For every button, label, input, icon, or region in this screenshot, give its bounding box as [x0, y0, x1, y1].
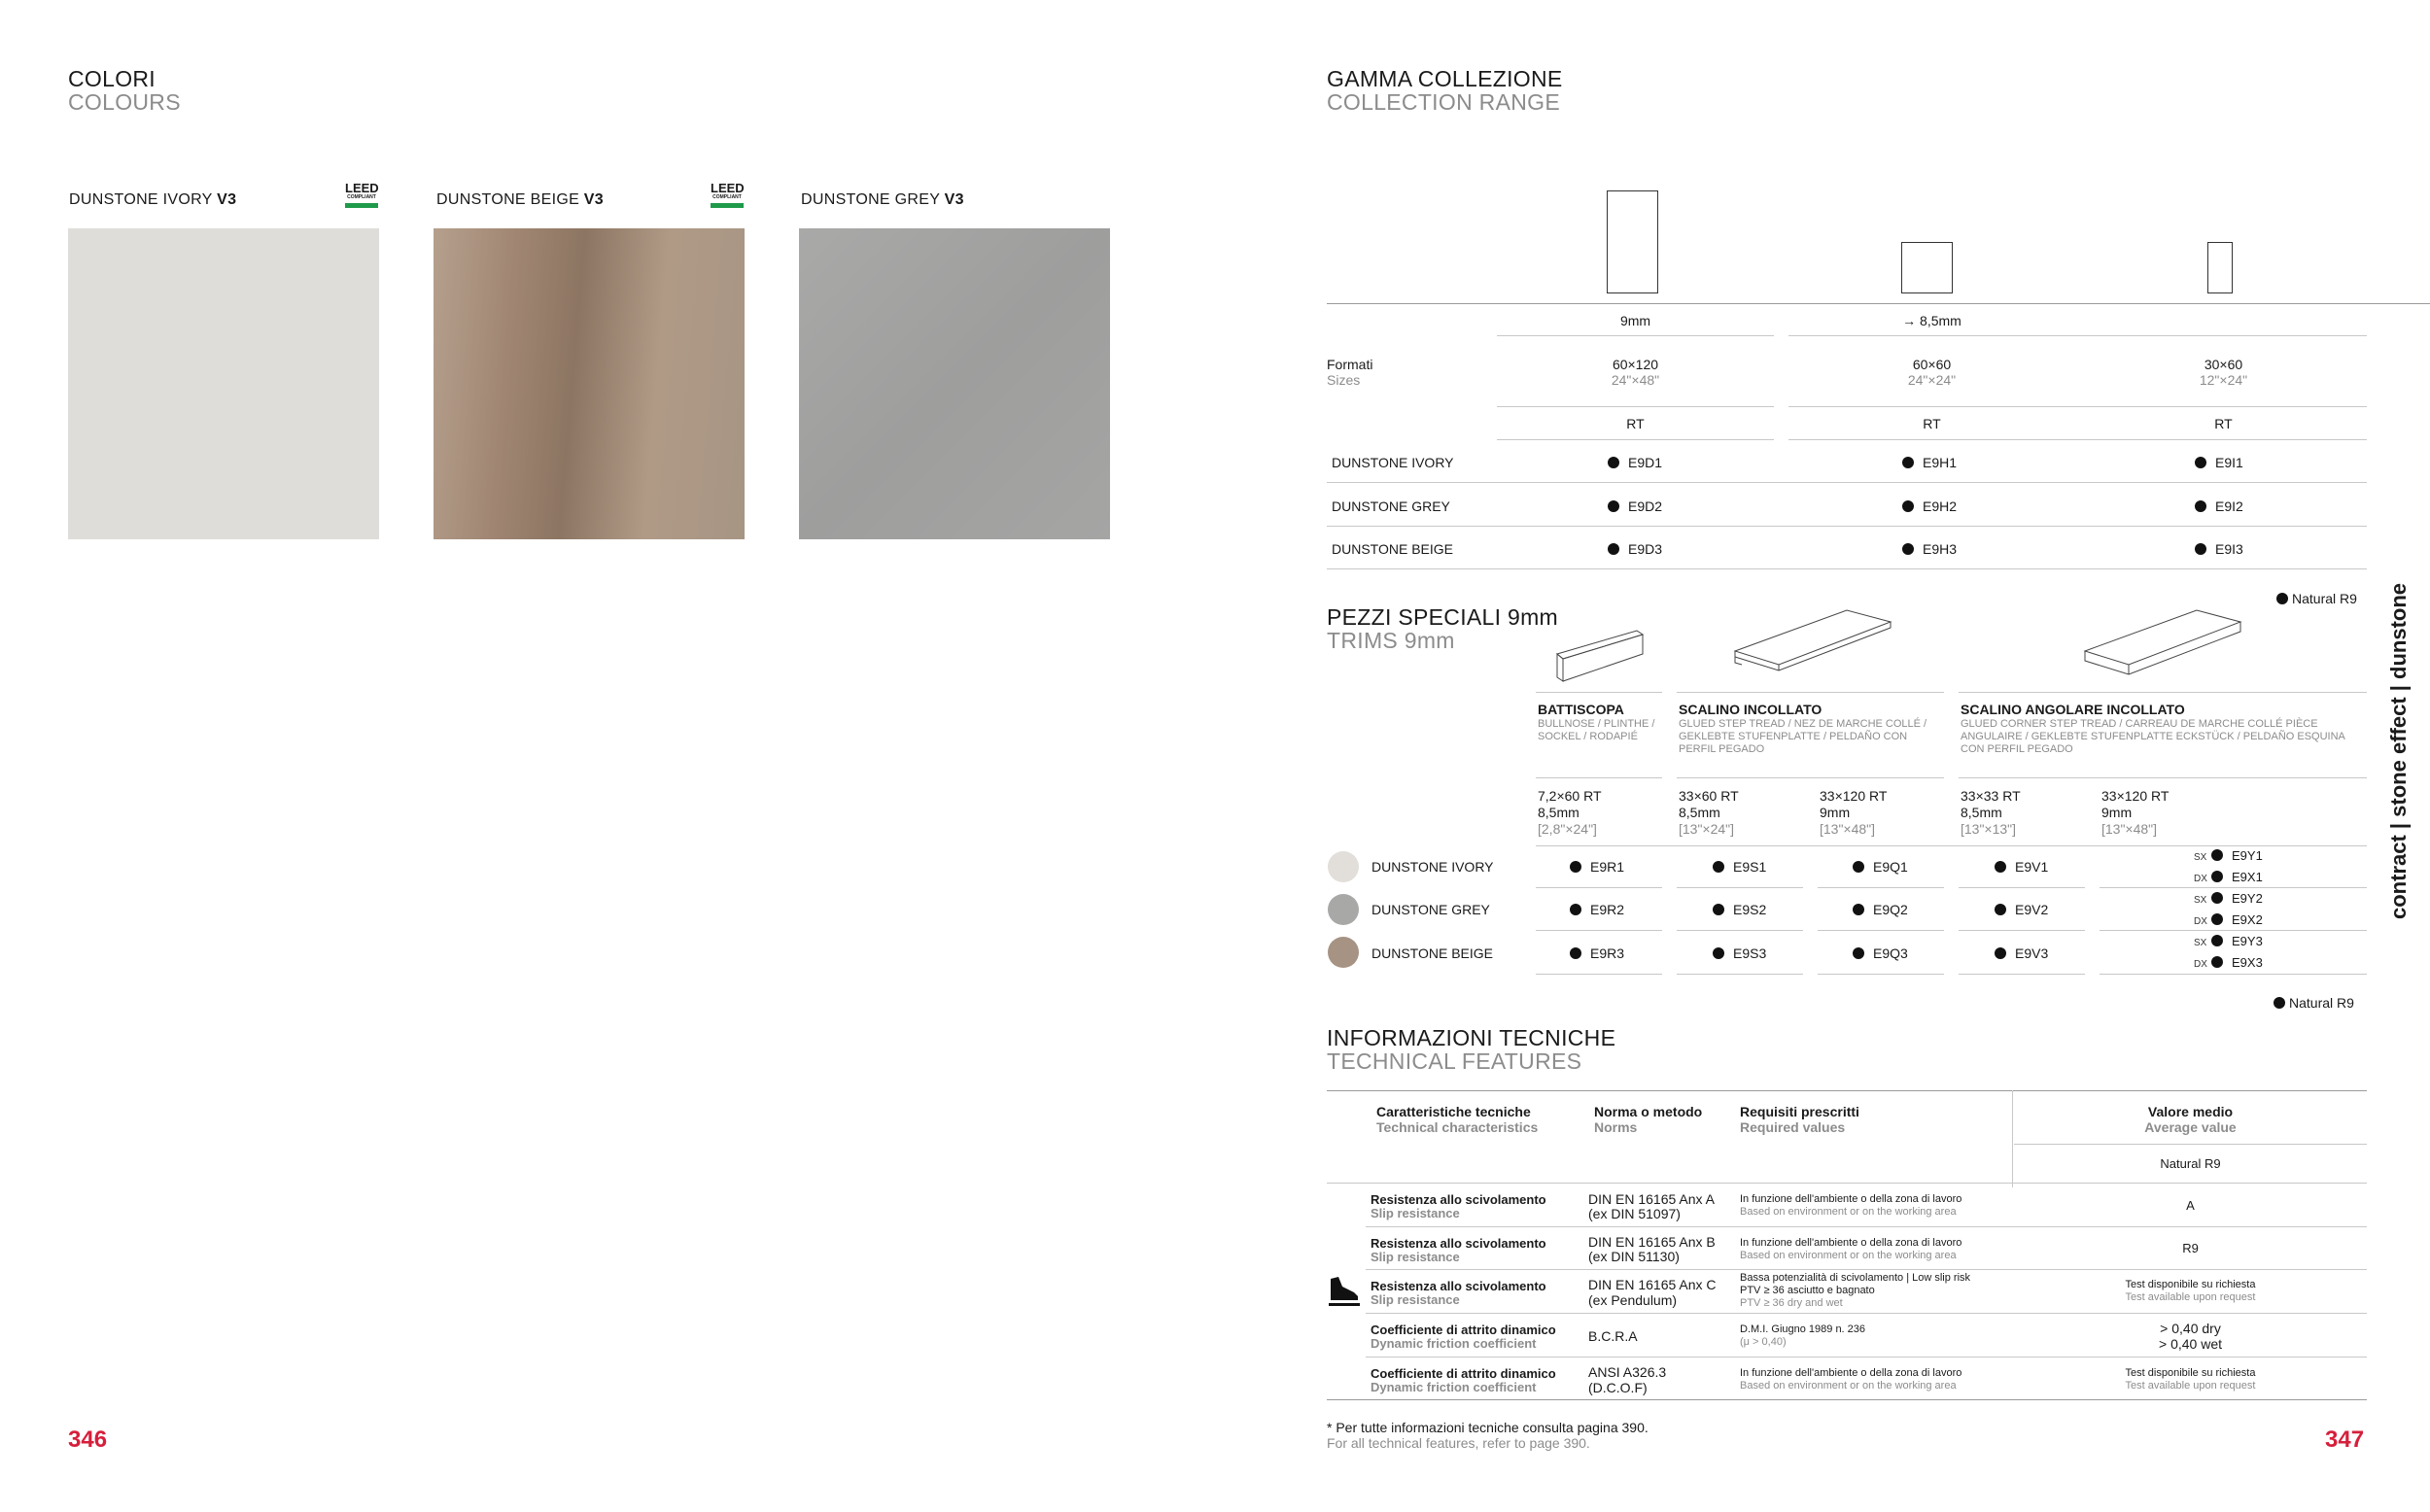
leed-badge: LEED COMPLIANT	[345, 183, 378, 208]
trim-desc: GLUED STEP TREAD / NEZ DE MARCHE COLLÉ / GEKLEBTE STUFENPLATTE / PELDAÑO CON PERFIL PEGADO	[1679, 718, 1927, 755]
trim-size: 33×33 RT 8,5mm [13"×13"]	[1961, 788, 2021, 837]
product-code: E9H2	[1902, 498, 1957, 514]
tech-header-c2-en: Norms	[1594, 1119, 1638, 1135]
product-code-dx: DX E9X2	[2194, 912, 2263, 927]
leed-badge: LEED COMPLIANT	[711, 183, 744, 208]
colours-title: COLORI	[68, 66, 156, 91]
swatch-ivory	[68, 228, 379, 539]
colours-subtitle: COLOURS	[68, 89, 181, 115]
range-row-name: DUNSTONE BEIGE	[1332, 541, 1453, 557]
trim-title: BATTISCOPA	[1538, 702, 1624, 717]
bullnose-drawing	[1555, 627, 1648, 685]
product-code: E9H3	[1902, 541, 1957, 557]
format-icon-60x120	[1607, 190, 1658, 293]
trim-desc: GLUED CORNER STEP TREAD / CARREAU DE MARCHE COLLÉ PIÈCE ANGULAIRE / GEKLEBTE STUFENPLATTE ECKSTÜCK / PELDAÑO ESQUINA CON PERFIL PEGADO	[1961, 718, 2345, 755]
step-tread-drawing	[1730, 602, 1895, 680]
product-code: E9D3	[1608, 541, 1662, 557]
product-code-sx: SX E9Y3	[2194, 934, 2263, 948]
colour-chip-beige	[1328, 937, 1359, 968]
page-number-right: 347	[2325, 1426, 2365, 1453]
product-code: E9V2	[1995, 902, 2048, 917]
trim-title: SCALINO ANGOLARE INCOLLATO	[1961, 702, 2185, 717]
product-code: E9Q2	[1853, 902, 1908, 917]
trim-size: 33×120 RT 9mm [13"×48"]	[1820, 788, 1888, 837]
page-number-left: 346	[68, 1426, 108, 1453]
colour-label-beige: DUNSTONE BEIGE V3	[436, 191, 604, 208]
trims-title: PEZZI SPECIALI 9mm	[1327, 604, 1559, 630]
tech-header-c2: Norma o metodo	[1594, 1104, 1703, 1119]
size-inch: 24"×48"	[1611, 372, 1660, 388]
product-code: E9R3	[1570, 945, 1624, 961]
product-code-dx: DX E9X1	[2194, 870, 2263, 884]
product-code: E9H1	[1902, 455, 1957, 470]
range-row-name: DUNSTONE GREY	[1332, 498, 1450, 514]
product-code: E9Q3	[1853, 945, 1908, 961]
edge-label: RT	[2214, 416, 2233, 431]
size-cm: 60×60	[1912, 357, 1952, 372]
thickness-8-5mm: → 8,5mm	[1902, 313, 1961, 328]
thickness-9mm: 9mm	[1619, 313, 1651, 328]
product-code: E9R2	[1570, 902, 1624, 917]
tech-header-c3: Requisiti prescritti	[1740, 1104, 1859, 1119]
trim-size: 33×60 RT 8,5mm [13"×24"]	[1679, 788, 1739, 837]
corner-step-drawing	[2080, 602, 2245, 680]
product-code: E9V3	[1995, 945, 2048, 961]
trim-row-name: DUNSTONE IVORY	[1371, 859, 1494, 875]
product-code: E9Q1	[1853, 859, 1908, 875]
trims-subtitle: TRIMS 9mm	[1327, 628, 1455, 653]
product-code: E9D1	[1608, 455, 1662, 470]
tech-header-c4: Valore medio	[2147, 1104, 2234, 1119]
footnote: * Per tutte informazioni tecniche consulta pagina 390.	[1327, 1420, 1649, 1435]
tech-header-c1-en: Technical characteristics	[1376, 1119, 1539, 1135]
tech-header-c4-sub: Natural R9	[2160, 1156, 2221, 1171]
sizes-label: Sizes	[1327, 372, 1361, 388]
tech-header-c3-en: Required values	[1740, 1119, 1846, 1135]
product-code: E9V1	[1995, 859, 2048, 875]
tech-title: INFORMAZIONI TECNICHE	[1327, 1025, 1616, 1050]
size-cm: 30×60	[2204, 357, 2243, 372]
range-row-name: DUNSTONE IVORY	[1332, 455, 1454, 470]
swatch-grey	[799, 228, 1110, 539]
size-inch: 12"×24"	[2199, 372, 2248, 388]
edge-label: RT	[1923, 416, 1941, 431]
product-code: E9D2	[1608, 498, 1662, 514]
formati-label: Formati	[1327, 357, 1373, 372]
colour-chip-grey	[1328, 894, 1359, 925]
product-code-sx: SX E9Y1	[2194, 848, 2263, 863]
tech-header-c1: Caratteristiche tecniche	[1376, 1104, 1531, 1119]
swatch-beige	[434, 228, 745, 539]
colour-label-grey: DUNSTONE GREY V3	[801, 191, 964, 208]
product-code: E9I2	[2195, 498, 2243, 514]
trim-size: 33×120 RT 9mm [13"×48"]	[2101, 788, 2170, 837]
tech-subtitle: TECHNICAL FEATURES	[1327, 1048, 1582, 1074]
trim-row-name: DUNSTONE GREY	[1371, 902, 1490, 917]
product-code: E9R1	[1570, 859, 1624, 875]
slip-shoe-icon	[1327, 1273, 1362, 1308]
trim-desc: BULLNOSE / PLINTHE / SOCKEL / RODAPIÉ	[1538, 718, 1655, 742]
tech-header-c4-en: Average value	[2144, 1119, 2237, 1135]
product-code-dx: DX E9X3	[2194, 955, 2263, 970]
range-title: GAMMA COLLEZIONE	[1327, 66, 1563, 91]
edge-label: RT	[1626, 416, 1645, 431]
product-code: E9S1	[1713, 859, 1766, 875]
footnote-en: For all technical features, refer to page 390.	[1327, 1435, 1590, 1451]
trim-title: SCALINO INCOLLATO	[1679, 702, 1822, 717]
product-code: E9I1	[2195, 455, 2243, 470]
trim-size: 7,2×60 RT 8,5mm [2,8"×24"]	[1538, 788, 1602, 837]
trim-row-name: DUNSTONE BEIGE	[1371, 945, 1493, 961]
range-subtitle: COLLECTION RANGE	[1327, 89, 1560, 115]
product-code: E9S2	[1713, 902, 1766, 917]
product-code: E9I3	[2195, 541, 2243, 557]
format-icon-30x60	[2207, 242, 2233, 293]
size-inch: 24"×24"	[1907, 372, 1957, 388]
colour-chip-ivory	[1328, 851, 1359, 882]
size-cm: 60×120	[1612, 357, 1659, 372]
legend-natural-r9: Natural R9	[2276, 591, 2357, 606]
legend-natural-r9: Natural R9	[2274, 995, 2354, 1011]
colour-label-ivory: DUNSTONE IVORY V3	[69, 191, 237, 208]
format-icon-60x60	[1901, 242, 1953, 293]
product-code: E9S3	[1713, 945, 1766, 961]
product-code-sx: SX E9Y2	[2194, 891, 2263, 906]
side-section-label: contract | stone effect | dunstone	[2386, 582, 2411, 919]
